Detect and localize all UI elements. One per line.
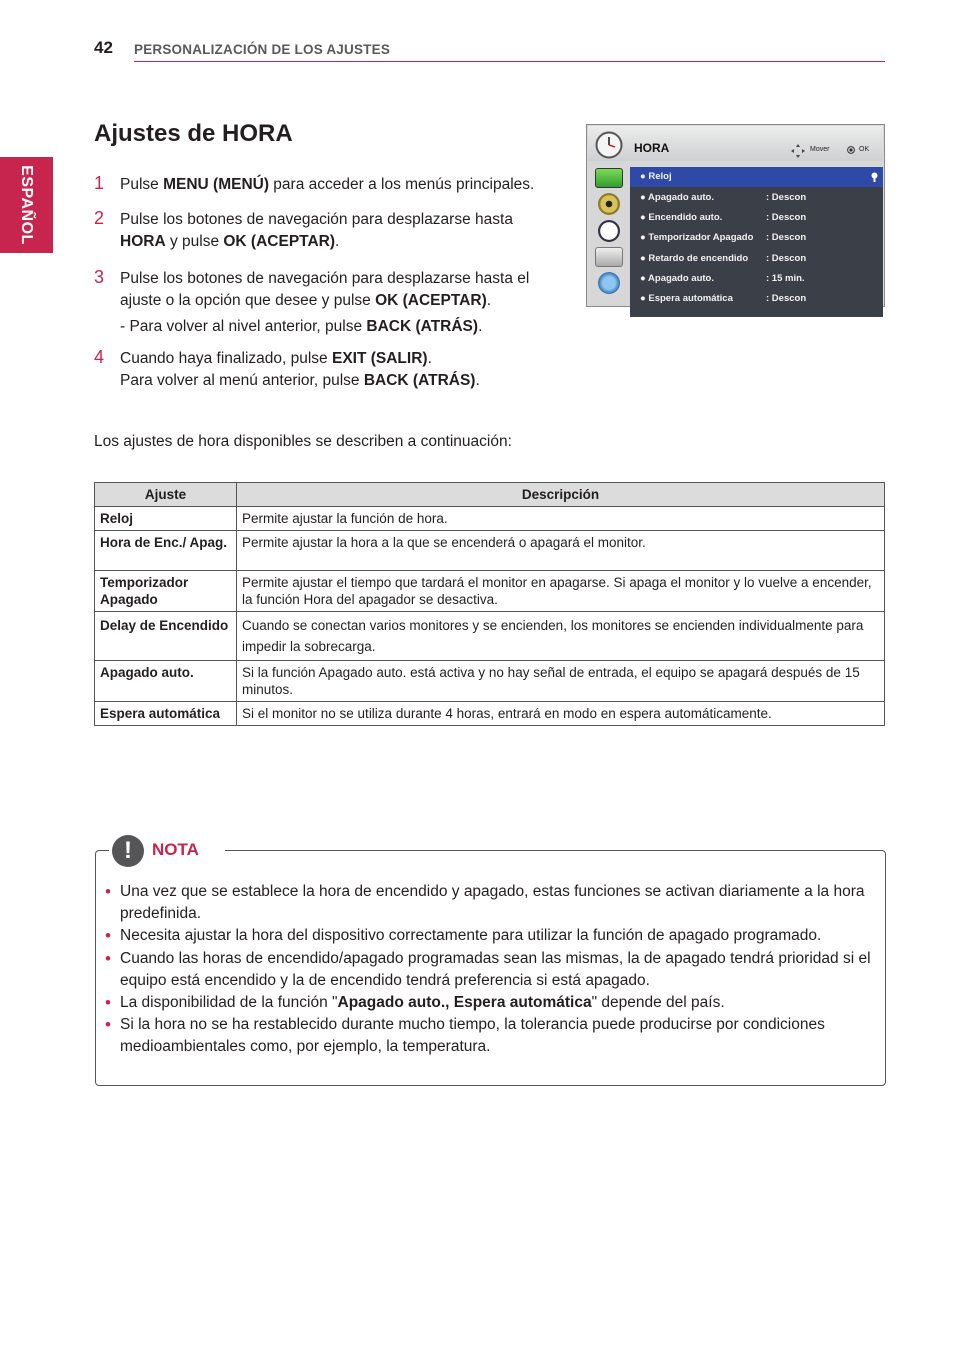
osd-row-label: ● Retardo de encendido xyxy=(640,253,749,264)
step-line: Para volver al menú anterior, pulse BACK (ATRÁS). xyxy=(120,372,480,389)
clock-icon xyxy=(598,220,620,242)
osd-row-label: ● Encendido auto. xyxy=(640,212,723,223)
note-item: • Una vez que se establece la hora de encendido y apagado, estas funciones se activan diariamente a la hora predefinida. xyxy=(104,881,874,925)
section-heading: PERSONALIZACIÓN DE LOS AJUSTES xyxy=(134,42,391,57)
osd-hint-ok: OK xyxy=(859,146,870,153)
ok-button-icon xyxy=(847,146,855,154)
table-row xyxy=(95,612,885,661)
osd-header xyxy=(588,126,883,161)
osd-row-label: ● Temporizador Apagado xyxy=(640,232,754,243)
language-label: ESPAÑOL xyxy=(18,165,35,245)
note-label: NOTA xyxy=(152,840,199,859)
osd-menu-screenshot xyxy=(586,124,885,307)
setting-description: Si el monitor no se utiliza durante 4 horas, entrará en modo en espera automáticamente. xyxy=(237,702,885,726)
osd-settings-panel xyxy=(630,167,883,317)
table-row xyxy=(95,702,885,726)
osd-row-label: ● Espera automática xyxy=(640,293,733,304)
step-number: 1 xyxy=(94,173,105,193)
step-text xyxy=(120,174,590,196)
osd-row[interactable] xyxy=(630,208,883,228)
network-icon xyxy=(598,272,620,294)
note-item: • Si la hora no se ha restablecido durante mucho tiempo, la tolerancia puede producirse por condiciones medioambientales como, por ejemplo, la temperatura. xyxy=(104,1014,874,1058)
step-number: 4 xyxy=(94,347,105,367)
step-line: HORA y pulse OK (ACEPTAR). xyxy=(120,233,340,250)
osd-row-value: : 15 min. xyxy=(766,273,805,284)
language-tab xyxy=(0,157,53,253)
step-line: Pulse los botones de navegación para desplazarse hasta xyxy=(120,211,513,228)
osd-title: HORA xyxy=(634,141,670,155)
setting-description: Permite ajustar la hora a la que se encenderá o apagará el monitor. xyxy=(237,531,885,571)
clock-icon xyxy=(595,131,623,159)
step-text xyxy=(120,348,590,392)
exclamation-icon: ! xyxy=(112,835,144,867)
osd-row-label: ● Apagado auto. xyxy=(640,273,714,284)
navigation-arrows-icon xyxy=(791,144,805,158)
note-item: • Necesita ajustar la hora del dispositivo correctamente para utilizar la función de apagado programado. xyxy=(104,925,874,947)
column-header: Descripción xyxy=(237,483,885,507)
table-row xyxy=(95,571,885,612)
note-item: • Cuando las horas de encendido/apagado programadas sean las mismas, la de apagado tendrá prioridad si el equipo está encendido y la de encendido tendrá preferencia si está apagado. xyxy=(104,948,874,992)
setting-description: Permite ajustar la función de hora. xyxy=(237,507,885,531)
setting-description: Si la función Apagado auto. está activa y no hay señal de entrada, el equipo se apagará después de 15 minutos. xyxy=(237,661,885,702)
note-list xyxy=(104,881,874,1059)
osd-row[interactable] xyxy=(630,269,883,289)
step-text xyxy=(120,268,590,338)
setting-description: Permite ajustar el tiempo que tardará el monitor en apagarse. Si apaga el monitor y lo vuelve a encender, la función Hora del apagador se desactiva. xyxy=(237,571,885,612)
step-text xyxy=(120,209,590,253)
osd-row[interactable] xyxy=(630,289,883,309)
osd-hint-move: Mover xyxy=(810,146,830,153)
osd-row-value: : Descon xyxy=(766,253,807,264)
audio-icon xyxy=(598,193,620,215)
settings-table xyxy=(94,482,885,726)
note-item: • La disponibilidad de la función "Apagado auto., Espera automática" depende del país. xyxy=(104,992,874,1014)
setting-name: Apagado auto. xyxy=(95,661,237,702)
table-row xyxy=(95,507,885,531)
setting-name: Reloj xyxy=(95,507,237,531)
setting-description: Cuando se conectan varios monitores y se encienden, los monitores se encienden individualmente para impedir la sobrecarga. xyxy=(237,612,885,661)
step-line: Pulse MENU (MENÚ) para acceder a los menús principales. xyxy=(120,176,535,193)
osd-row[interactable] xyxy=(630,167,883,187)
osd-row-value: : Descon xyxy=(766,212,807,223)
info-icon xyxy=(871,172,878,182)
table-row xyxy=(95,661,885,702)
option-icon xyxy=(595,247,623,267)
page-title: Ajustes de HORA xyxy=(94,120,293,147)
column-header: Ajuste xyxy=(95,483,237,507)
osd-row-label: ● Reloj xyxy=(640,171,672,182)
table-header-row xyxy=(95,483,885,507)
step-line: Cuando haya finalizado, pulse EXIT (SALIR). xyxy=(120,350,432,367)
osd-row-value: : Descon xyxy=(766,293,807,304)
osd-row-label: ● Apagado auto. xyxy=(640,192,714,203)
osd-row-value: : Descon xyxy=(766,232,807,243)
step-line: Pulse los botones de navegación para desplazarse hasta el xyxy=(120,270,530,287)
setting-name: Delay de Encendido xyxy=(95,612,237,661)
osd-row[interactable] xyxy=(630,188,883,208)
step-number: 3 xyxy=(94,267,105,287)
intro-text: Los ajustes de hora disponibles se describen a continuación: xyxy=(94,433,512,450)
step-number: 2 xyxy=(94,208,105,228)
setting-name: Hora de Enc./ Apag. xyxy=(95,531,237,571)
header-divider xyxy=(134,61,885,62)
osd-row[interactable] xyxy=(630,249,883,269)
osd-row-value: : Descon xyxy=(766,192,807,203)
picture-icon xyxy=(595,168,623,188)
setting-name: Espera automática xyxy=(95,702,237,726)
setting-name: Temporizador Apagado xyxy=(95,571,237,612)
step-line: ajuste o la opción que desee y pulse OK (ACEPTAR). xyxy=(120,292,492,309)
table-row xyxy=(95,531,885,571)
step-line: - Para volver al nivel anterior, pulse BACK (ATRÁS). xyxy=(120,318,483,335)
osd-category-icons xyxy=(590,163,628,304)
page-number: 42 xyxy=(94,38,113,57)
osd-row[interactable] xyxy=(630,228,883,248)
